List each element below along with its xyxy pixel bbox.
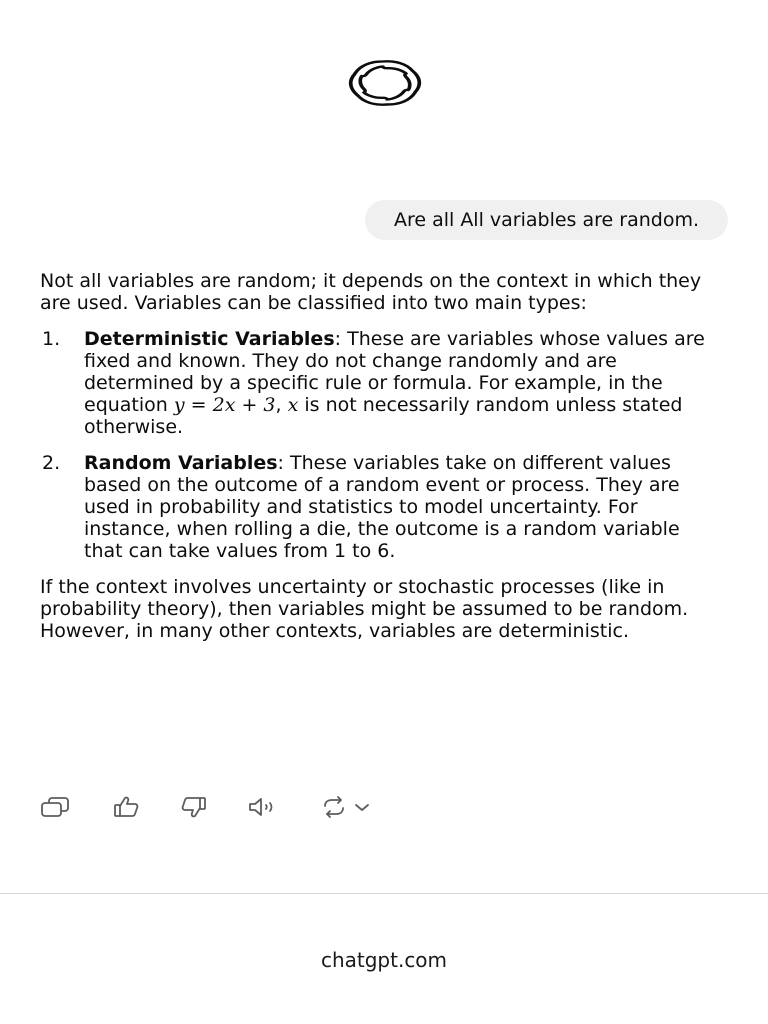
copy-button[interactable] [40,797,70,821]
list-item [40,452,720,562]
regenerate-icon [320,795,348,823]
list-item-text: : These variables take on different values based on the outcome of a random event or process. They are used in probability and statistics to model uncertainty. For instance, when rolling a die, the outcome is a random variable that can take values from 1 to 6. [84,452,680,562]
thumbs-up-icon [112,795,140,823]
thumbs-down-icon [180,795,208,823]
assistant-message [40,270,720,642]
list-item-term: Random Variables [84,452,278,474]
thumbs-down-button[interactable] [180,797,208,821]
math-equation: y = 2x + 3 [173,394,276,416]
divider [0,893,768,894]
answer-intro: Not all variables are random; it depends on the context in which they are used. Variables can be classified into two main types: [40,270,702,314]
answer-conclusion: If the context involves uncertainty or stochastic processes (like in probability theory), then variables might be assumed to be random. However, in many other contexts, variables are deterministic. [40,576,689,642]
list-item-number: 1. [42,328,61,350]
list-item-text-after: is not necessarily random unless stated otherwise. [84,394,683,438]
regenerate-button[interactable] [320,797,372,821]
list-item-number: 2. [42,452,61,474]
list-item-term: Deterministic Variables [84,328,335,350]
list-item-text-between: , [275,394,288,416]
list-item-text: : These are variables whose values are fixed and known. They do not change randomly and are determined by a specific rule or formula. For example, in the equation [84,328,705,416]
read-aloud-button[interactable] [247,797,281,821]
user-message-bubble [365,200,728,240]
address-bar-url[interactable]: chatgpt.com [320,948,448,972]
user-message-text: Are all All variables are random. [393,209,699,231]
chevron-down-icon [352,795,372,823]
list-item [40,328,720,438]
thumbs-up-button[interactable] [112,797,140,821]
read-aloud-icon [247,795,281,823]
answer-list [40,328,720,562]
copy-icon [40,795,70,823]
math-variable: x [287,394,299,416]
openai-logo-icon [329,53,441,113]
